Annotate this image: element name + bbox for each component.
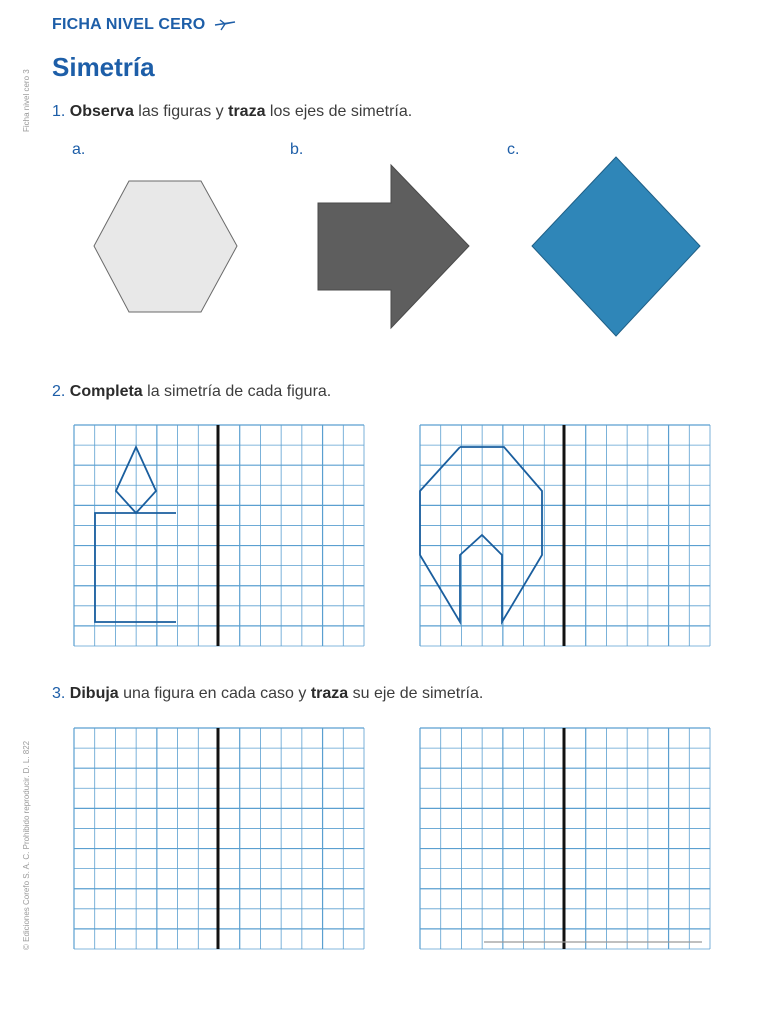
side-text-copyright: © Ediciones Corefo S. A. C. Prohibido reproducir. D. L. 822 [22, 740, 31, 950]
instruction-text: su eje de simetría. [348, 685, 484, 702]
instruction-text: los ejes de simetría. [265, 103, 413, 120]
grid-right-shape[interactable] [420, 425, 710, 646]
grid-left-candle[interactable] [74, 425, 364, 646]
instruction-verb: traza [228, 103, 266, 120]
instruction-verb: Observa [69, 103, 134, 120]
exercise-3-instruction [52, 685, 483, 703]
instruction-verb: Dibuja [69, 685, 119, 702]
instruction-text: las figuras y [133, 103, 229, 120]
exercise-1-figures [0, 0, 768, 340]
arrow-figure[interactable] [318, 165, 469, 328]
exercise-2-instruction [52, 383, 331, 401]
exercise-number: 1. [52, 103, 66, 120]
instruction-text: una figura en cada caso y [118, 685, 311, 702]
exercise-number: 2. [52, 383, 66, 400]
item-label-a: a. [72, 141, 86, 158]
item-label-c: c. [507, 141, 520, 158]
side-text-top: Ficha nivel cero 3 [22, 69, 31, 132]
instruction-text: la simetría de cada figura. [142, 383, 332, 400]
instruction-verb: Completa [69, 383, 143, 400]
grid-draw-left[interactable] [74, 728, 364, 949]
header-label: FICHA NIVEL CERO [52, 16, 206, 33]
hexagon-figure[interactable] [94, 181, 237, 312]
exercise-number: 3. [52, 685, 66, 702]
instruction-verb: traza [310, 685, 349, 702]
grid-draw-right[interactable] [420, 728, 710, 949]
page-title: Simetría [52, 52, 155, 82]
diamond-figure[interactable] [532, 157, 700, 336]
item-label-b: b. [290, 141, 304, 158]
